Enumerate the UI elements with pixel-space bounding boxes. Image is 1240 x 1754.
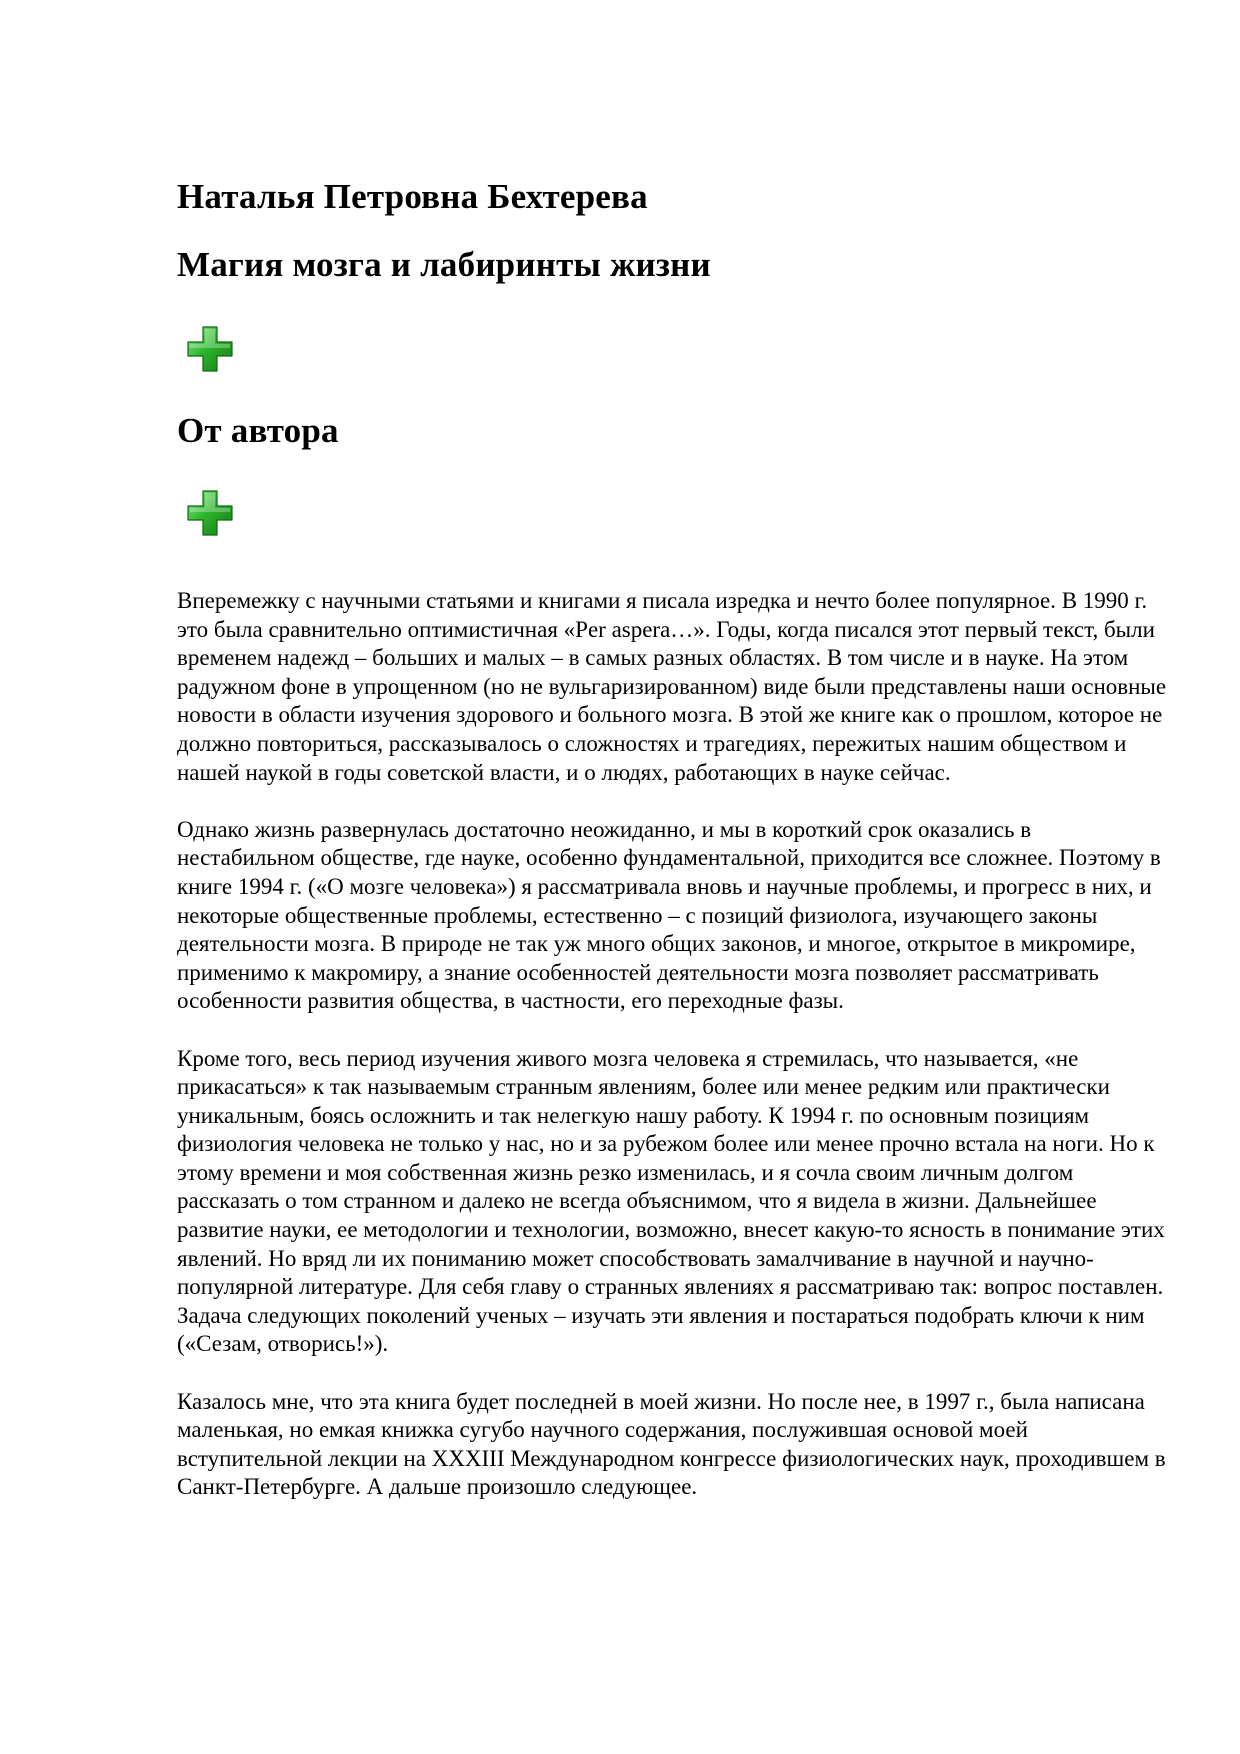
section-wrapper	[177, 409, 1167, 453]
green-plus-icon	[184, 323, 236, 375]
author-heading: Наталья Петровна Бехтерева	[177, 177, 648, 216]
document-page	[177, 175, 1167, 1531]
book-title-heading: Магия мозга и лабиринты жизни	[177, 245, 711, 284]
body-text	[177, 587, 1167, 1502]
section-heading: От автора	[177, 411, 339, 450]
paragraph: Кроме того, весь период изучения живого мозга человека я стремилась, что называется, «не прикасаться» к так называемым странным явлениям, более или менее редким или практически уникальным, боясь осложнить и так нелегкую нашу работу. К 1994 г. по основным позициям физиология человека не только у нас, но и за рубежом более или менее прочно встала на ноги. Но к этому времени и моя собственная жизнь резко изменилась, и я сочла своим личным долгом рассказать о том странном и далеко не всегда объяснимом, что я видела в жизни. Дальнейшее развитие науки, ее методологии и технологии, возможно, внесет какую-то ясность в понимание этих явлений. Но вряд ли их пониманию может способствовать замалчивание в научной и научно-популярной литературе. Для себя главу о странных явлениях я рассматриваю так: вопрос поставлен. Задача следующих поколений ученых – изучать эти явления и постараться подобрать ключи к ним («Сезам, отворись!»).	[177, 1045, 1165, 1357]
paragraph: Казалось мне, что эта книга будет последней в моей жизни. Но после нее, в 1997 г., была написана маленькая, но емкая книжка сугубо научного содержания, послужившая основой моей вступительной лекции на XXXIII Международном конгрессе физиологических наук, проходившем в Санкт-Петербурге. А дальше произошло следующее.	[177, 1388, 1166, 1500]
paragraph: Вперемежку с научными статьями и книгами я писала изредка и нечто более популярное. В 1990 г. это была сравнительно оптимистичная «Per aspera…». Годы, когда писался этот первый текст, были временем надежд – больших и малых – в самых разных областях. В том числе и в науке. На этом радужном фоне в упрощенном (но не вульгаризированном) виде были представлены наши основные новости в области изучения здорового и больного мозга. В этой же книге как о прошлом, которое не должно повториться, рассказывалось о сложностях и трагедиях, пережитых нашим обществом и нашей наукой в годы советской власти, и о людях, работающих в науке сейчас.	[177, 588, 1167, 785]
paragraph: Однако жизнь развернулась достаточно неожиданно, и мы в короткий срок оказались в нестабильном обществе, где науке, особенно фундаментальной, приходится все сложнее. Поэтому в книге 1994 г. («О мозге человека») я рассматривала вновь и научные проблемы, и прогресс в них, и некоторые общественные проблемы, естественно – с позиций физиолога, изучающего законы деятельности мозга. В природе не так уж много общих законов, и многое, открытое в микромире, применимо к макромиру, а знание особенностей деятельности мозга позволяет рассматривать особенности развития общества, в частности, его переходные фазы.	[177, 816, 1161, 1014]
green-plus-icon	[184, 487, 236, 539]
